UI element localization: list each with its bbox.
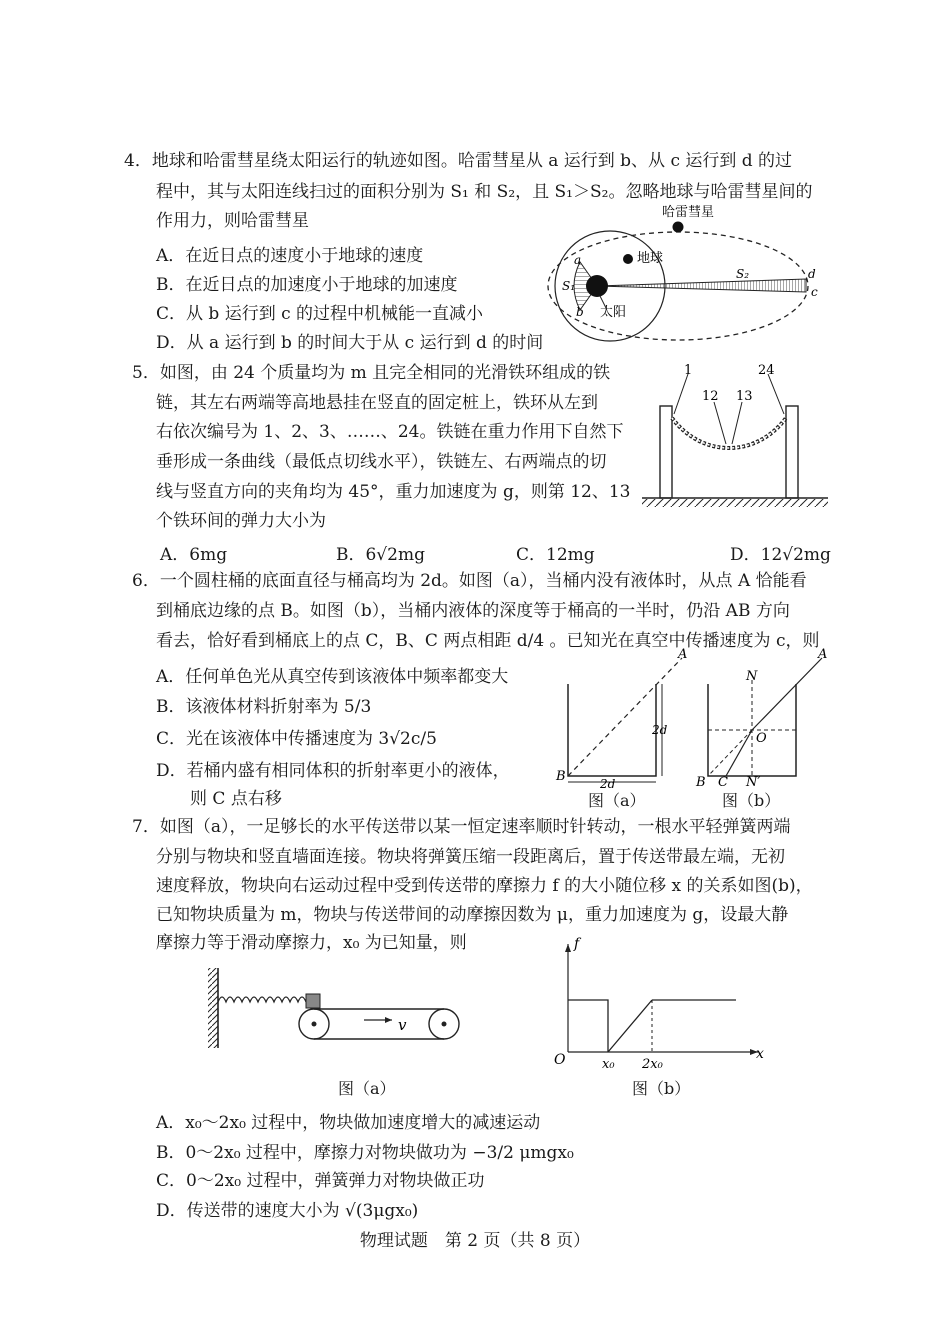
y-axis-arrow — [565, 944, 571, 952]
q4-line-3: 作用力，则哈雷彗星 — [156, 211, 309, 231]
q5-line-2: 链，其左右两端等高地悬挂在竖直的固定桩上，铁环从左到 — [156, 393, 598, 413]
q5-option-d: D．12√2mg — [730, 545, 831, 565]
axis-label-x: x — [756, 1046, 764, 1062]
q7-line-4: 已知物块质量为 m，物块与传送带间的动摩擦因数为 μ，重力加速度为 g，设最大静 — [156, 905, 789, 925]
block — [306, 994, 320, 1008]
ring-label-1: 1 — [684, 363, 693, 378]
axis-label-f: f — [574, 936, 580, 952]
fig-b-label-A: A — [818, 647, 828, 662]
q4-option-b: B．在近日点的加速度小于地球的加速度 — [156, 275, 458, 295]
q6-figure-a — [556, 647, 688, 791]
q7-line-1: 7．如图（a），一足够长的水平传送带以某一恒定速率顺时针转动，一根水平轻弹簧两端 — [132, 817, 791, 837]
q4-orbit-figure — [540, 200, 830, 350]
fig-b-label-O: O — [756, 731, 767, 746]
q7-option-b: B．0～2x₀ 过程中，摩擦力对物块做功为 −3/2 μmgx₀ — [156, 1143, 574, 1163]
page-footer: 物理试题 第 2 页（共 8 页） — [359, 1231, 591, 1251]
q6-option-d-cont: 则 C 点右移 — [190, 789, 282, 809]
sun-icon — [586, 275, 608, 297]
left-axle — [312, 1022, 317, 1027]
q7-fig-a-caption: 图（a） — [338, 1079, 396, 1098]
q4-option-c: C．从 b 运行到 c 的过程中机械能一直减小 — [156, 304, 484, 324]
wall-hatch — [208, 968, 218, 1048]
q7-line-5: 摩擦力等于滑动摩擦力，x₀ 为已知量，则 — [156, 933, 467, 953]
q7-line-2: 分别与物块和竖直墙面连接。物块将弹簧压缩一段距离后，置于传送带最左端，无初 — [156, 847, 785, 867]
q7-fig-b-caption: 图（b） — [632, 1079, 691, 1098]
q5-line-1: 5．如图，由 24 个质量均为 m 且完全相同的光滑铁环组成的铁 — [132, 363, 611, 383]
fig-a-label-B: B — [556, 769, 566, 784]
fig-b-label-B: B — [696, 775, 706, 790]
fig-a-width-label: 2d — [600, 777, 616, 791]
q6-fig-a-caption: 图（a） — [588, 791, 646, 810]
q6-fig-b-caption: 图（b） — [722, 791, 781, 810]
incident-ray — [752, 658, 822, 730]
q5-line-4: 垂形成一条曲线（最低点切线水平），铁链左、右两端点的切 — [156, 452, 607, 472]
velocity-arrowhead — [385, 1017, 392, 1023]
ground-hatch — [642, 499, 828, 507]
pointer-12 — [714, 402, 726, 444]
q7-figure-a — [206, 960, 476, 1050]
fig-b-label-Np: N′ — [746, 775, 761, 790]
earth-label: 地球 — [637, 251, 664, 266]
ring-label-13: 13 — [736, 389, 753, 404]
q4-line-1: 4．地球和哈雷彗星绕太阳运行的轨迹如图。哈雷彗星从 a 运行到 b、从 c 运行到 d 的过 — [124, 151, 793, 171]
point-b: b — [576, 305, 584, 319]
right-axle — [442, 1022, 447, 1027]
left-post — [660, 406, 672, 498]
right-post — [786, 406, 798, 498]
q6-figure-b — [696, 647, 828, 790]
q7-option-c: C．0～2x₀ 过程中，弹簧弹力对物块做正功 — [156, 1171, 485, 1191]
area-s2 — [597, 279, 806, 292]
origin-label: O — [554, 1052, 566, 1068]
q6-option-c: C．光在该液体中传播速度为 3√2c/5 — [156, 729, 437, 749]
s1-label: S₁ — [562, 279, 576, 293]
comet-icon — [673, 222, 684, 233]
sight-line-a — [568, 658, 682, 776]
pointer-24 — [768, 374, 784, 414]
q6-option-d: D．若桶内盛有相同体积的折射率更小的液体， — [156, 761, 510, 781]
q6-line-2: 到桶底边缘的点 B。如图（b），当桶内液体的深度等于桶高的一半时，仍沿 AB 方向 — [156, 601, 790, 621]
fig-a-height-label: 2d — [652, 723, 668, 737]
fig-b-label-N: N — [746, 669, 758, 684]
point-a: a — [574, 253, 582, 267]
tick-x0: x₀ — [602, 1057, 615, 1072]
q7-option-d: D．传送带的速度大小为 √(3μgx₀) — [156, 1201, 419, 1221]
q5-line-3: 右依次编号为 1、2、3、……、24。铁链在重力作用下自然下 — [156, 422, 624, 442]
ring-label-24: 24 — [758, 363, 775, 378]
q5-option-c: C．12mg — [516, 545, 595, 565]
q6-line-3: 看去，恰好看到桶底上的点 C，B、C 两点相距 d/4 。已知光在真空中传播速度为 c，则 — [156, 631, 820, 651]
pointer-1 — [674, 374, 688, 414]
comet-label: 哈雷彗星 — [662, 205, 715, 220]
q6-option-a: A．任何单色光从真空传到该液体中频率都变大 — [156, 667, 509, 687]
point-d: d — [808, 267, 816, 281]
q7-line-3: 速度释放，物块向右运动过程中受到传送带的摩擦力 f 的大小随位移 x 的关系如图(b)， — [156, 876, 813, 896]
q4-option-d: D．从 a 运行到 b 的时间大于从 c 运行到 d 的时间 — [156, 333, 544, 353]
s2-label: S₂ — [736, 267, 750, 281]
q6-line-1: 6．一个圆柱桶的底面直径与桶高均为 2d。如图（a），当桶内没有液体时，从点 A 恰能看 — [132, 571, 807, 591]
spring — [218, 997, 306, 1002]
q4-option-a: A．在近日点的速度小于地球的速度 — [156, 246, 424, 266]
q5-option-a: A．6mg — [160, 545, 228, 565]
point-c: c — [811, 285, 818, 299]
friction-segment-1 — [568, 1000, 608, 1052]
ring-label-12: 12 — [702, 389, 719, 404]
tick-2x0: 2x₀ — [642, 1057, 663, 1072]
q5-line-6: 个铁环间的弹力大小为 — [156, 511, 326, 531]
fig-a-label-A: A — [678, 647, 688, 662]
earth-icon — [623, 254, 633, 264]
iron-chain — [672, 418, 786, 448]
friction-segment-2 — [608, 1000, 652, 1052]
q5-option-b: B．6√2mg — [336, 545, 425, 565]
q7-figure-b — [546, 936, 776, 1076]
sun-label: 太阳 — [600, 305, 627, 320]
q6-option-b: B．该液体材料折射率为 5/3 — [156, 697, 372, 717]
pointer-13 — [732, 402, 742, 444]
q4-line-2: 程中，其与太阳连线扫过的面积分别为 S₁ 和 S₂，且 S₁＞S₂。忽略地球与哈雷彗星间的 — [156, 182, 813, 202]
q5-chain-figure — [640, 362, 830, 512]
q5-line-5: 线与竖直方向的夹角均为 45°，重力加速度为 g，则第 12、13 — [156, 482, 631, 502]
q7-option-a: A．x₀～2x₀ 过程中，物块做加速度增大的减速运动 — [156, 1113, 541, 1133]
velocity-label: v — [398, 1016, 407, 1034]
fig-b-label-C: C — [718, 775, 728, 790]
